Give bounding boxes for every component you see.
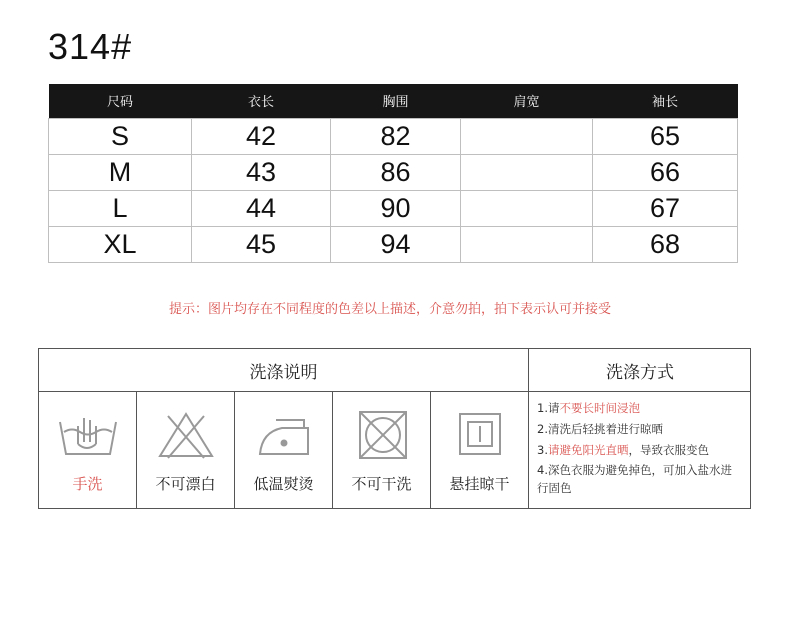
- chest-cell: 82: [331, 118, 461, 154]
- shoulder-cell: [461, 226, 593, 262]
- size-cell: S: [49, 118, 192, 154]
- header-length: 衣长: [192, 84, 331, 118]
- product-code: 314#: [48, 26, 133, 67]
- note-4: 4.深色衣服为避免掉色，可加入盐水进行固色: [537, 463, 732, 495]
- care-cell-no-bleach: [137, 392, 235, 508]
- care-icons-row: [39, 392, 529, 508]
- length-cell: 45: [192, 226, 331, 262]
- chest-cell: 86: [331, 154, 461, 190]
- size-cell: M: [49, 154, 192, 190]
- header-size: 尺码: [49, 84, 192, 118]
- low-iron-icon: [252, 408, 316, 466]
- table-row: [49, 118, 738, 154]
- length-cell: 44: [192, 190, 331, 226]
- hand-wash-icon: [56, 408, 120, 466]
- table-row: [49, 226, 738, 262]
- care-label-no-dry-clean: 不可干洗: [351, 475, 412, 493]
- care-label-hand-wash: 手洗: [72, 475, 103, 493]
- note-1: 1.请不要长时间浸泡: [537, 401, 640, 415]
- length-cell: 42: [192, 118, 331, 154]
- care-label-low-iron: 低温熨烫: [253, 475, 314, 493]
- sleeve-cell: 65: [593, 118, 738, 154]
- sleeve-cell: 68: [593, 226, 738, 262]
- care-cell-no-dry-clean: [333, 392, 431, 508]
- header-sleeve: 袖长: [593, 84, 738, 118]
- shoulder-cell: [461, 154, 593, 190]
- table-row: [49, 154, 738, 190]
- shoulder-cell: [461, 190, 593, 226]
- no-bleach-icon: [154, 408, 218, 466]
- care-label-hang-dry: 悬挂晾干: [449, 475, 510, 493]
- size-cell: XL: [49, 226, 192, 262]
- wash-method-notes: [529, 392, 751, 508]
- wash-method-title: 洗涤方式: [529, 349, 751, 392]
- header-shoulder: 肩宽: [461, 84, 593, 118]
- size-table: [48, 84, 738, 263]
- shoulder-cell: [461, 118, 593, 154]
- wash-instructions-title: 洗涤说明: [39, 349, 529, 392]
- care-label-no-bleach: 不可漂白: [155, 475, 216, 493]
- note-2: 2.清洗后轻挑着进行晾晒: [537, 422, 663, 436]
- table-row: [49, 190, 738, 226]
- chest-cell: 90: [331, 190, 461, 226]
- size-table-header-row: [49, 84, 738, 118]
- sleeve-cell: 67: [593, 190, 738, 226]
- sleeve-cell: 66: [593, 154, 738, 190]
- color-difference-tip: 提示：图片均存在不同程度的色差以上描述，介意勿拍，拍下表示认可并接受: [168, 302, 611, 317]
- care-table: [38, 348, 751, 509]
- length-cell: 43: [192, 154, 331, 190]
- chest-cell: 94: [331, 226, 461, 262]
- care-cell-low-iron: [235, 392, 333, 508]
- hang-dry-icon: [448, 408, 512, 466]
- care-cell-hang-dry: [431, 392, 528, 508]
- care-cell-hand-wash: [39, 392, 137, 508]
- size-cell: L: [49, 190, 192, 226]
- note-3: 3.请避免阳光直晒，导致衣服变色: [537, 443, 709, 457]
- header-chest: 胸围: [331, 84, 461, 118]
- no-dry-clean-icon: [350, 408, 414, 466]
